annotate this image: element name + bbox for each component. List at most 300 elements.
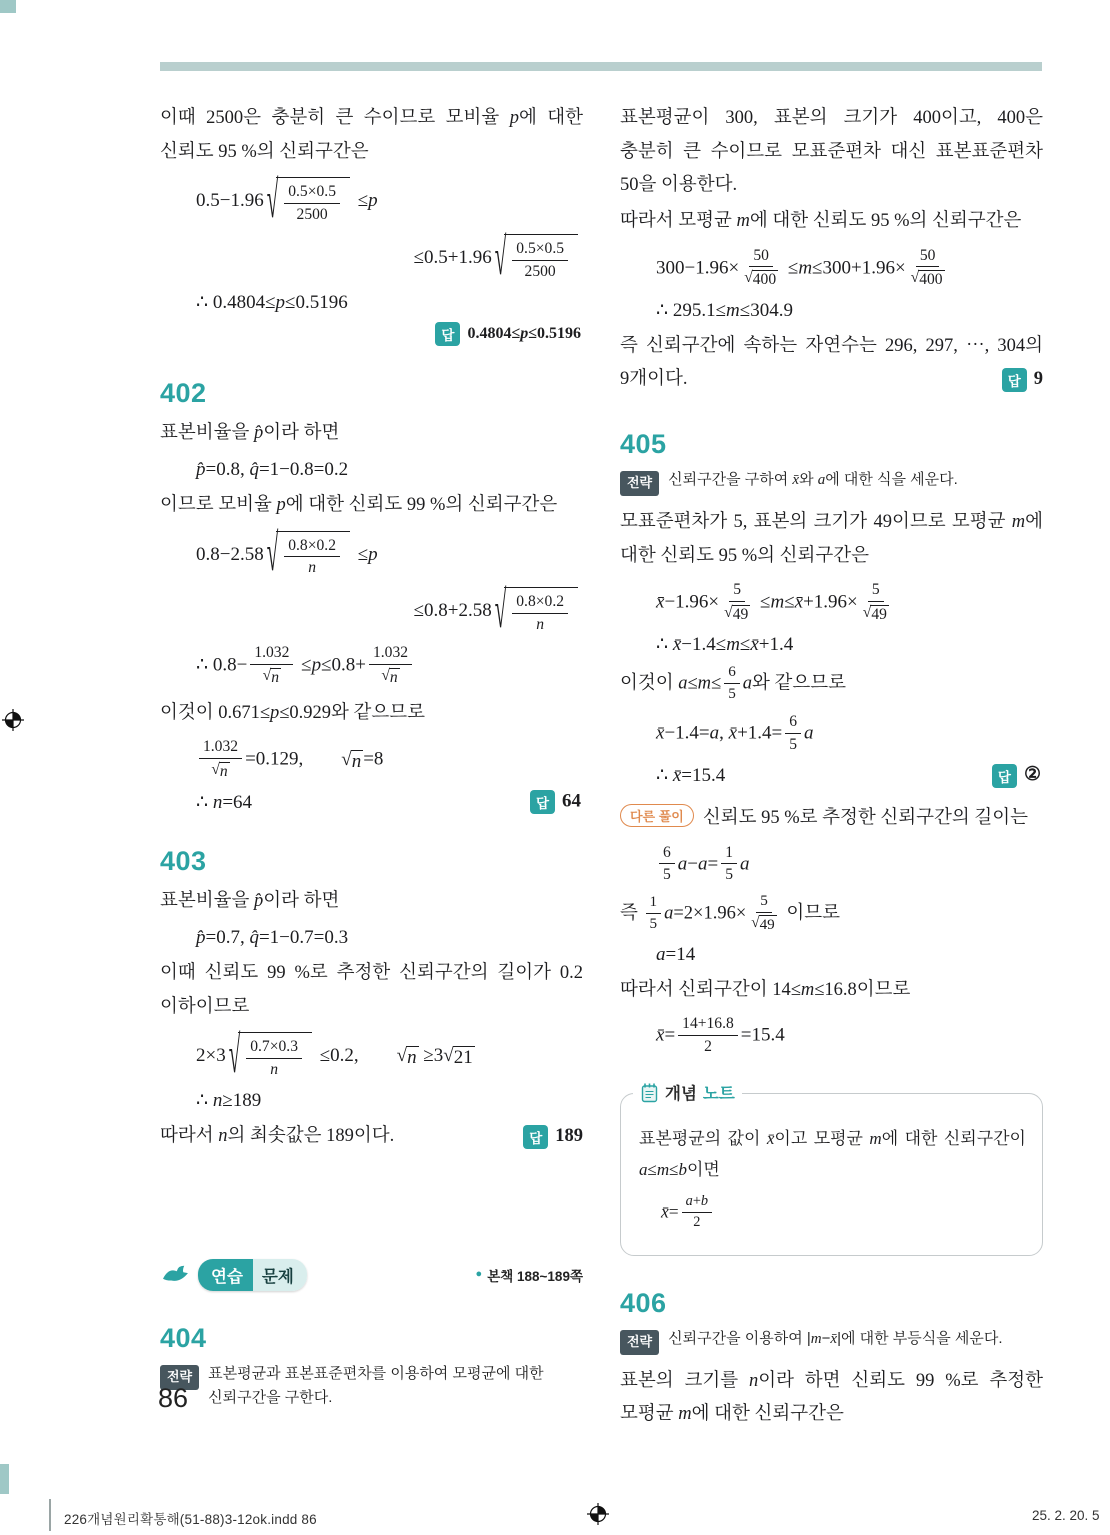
page-number: 86 (158, 1383, 189, 1413)
sqrt-big (266, 169, 350, 230)
denominator (261, 665, 283, 688)
numerator: 1.032 (250, 643, 293, 664)
denominator (861, 602, 891, 625)
math-text: ≤p (352, 543, 378, 565)
math-text: ≤p (352, 190, 378, 212)
right-column (620, 100, 1043, 1434)
fraction (646, 893, 662, 934)
fraction (682, 1193, 712, 1232)
problem-number: 404 (160, 1322, 207, 1353)
math-variable: n (407, 1047, 417, 1069)
numerator: 0.5×0.5 (284, 182, 340, 203)
strategy-text (208, 1362, 583, 1410)
math-text: ≤m≤300+1.96× (783, 257, 906, 279)
answer-value (1024, 764, 1041, 785)
formula-line (160, 790, 583, 814)
answer-badge: 답 (523, 1125, 548, 1149)
fraction (284, 536, 340, 578)
math-text: ≤m≤x̄+1.96× (755, 591, 858, 613)
math-text: 64 (562, 790, 581, 812)
math-variable: x̄ (766, 1129, 775, 1149)
math-variable: m (869, 1129, 882, 1149)
problem-number: 403 (160, 846, 207, 877)
denominator (209, 759, 231, 782)
answer (523, 1120, 583, 1154)
math-variable: m (770, 591, 785, 613)
paragraph (639, 1124, 1026, 1186)
math-variable: x̄ (656, 591, 665, 613)
math-text: 0.4804≤p≤0.5196 (467, 324, 581, 342)
math-text: 이것이 a≤m≤ (620, 674, 722, 695)
print-mark-top-left (0, 0, 16, 13)
math-variable: m (726, 634, 740, 656)
math-variable: q̂ (249, 458, 259, 480)
fraction (659, 843, 675, 885)
fraction (861, 580, 891, 624)
denominator (268, 1059, 280, 1079)
radical-sign: √ (262, 666, 272, 684)
math-variable: m (678, 1404, 692, 1425)
formula-line (160, 1024, 583, 1085)
math-variable: p̂ (253, 891, 264, 912)
paragraph (160, 489, 583, 523)
radical-sign: √ (266, 169, 279, 230)
radical-sign: √ (494, 580, 507, 641)
formula-line (620, 633, 1043, 656)
math-text: =8 (363, 748, 384, 770)
radicand (406, 1046, 419, 1070)
radicand (238, 1032, 312, 1081)
math-variable: a (656, 943, 666, 965)
math-variable: m (1011, 511, 1026, 532)
math-variable: p (509, 108, 519, 128)
math-variable: n (270, 1060, 279, 1078)
fraction (512, 239, 568, 281)
paragraph (160, 1120, 583, 1154)
math-text: ∴ 0.8− (196, 654, 248, 676)
math-text: x̄−1.4=a, x̄+1.4= (656, 722, 783, 744)
numerator: 1.032 (199, 737, 242, 758)
math-text: x̄= (656, 1024, 676, 1046)
numerator: 5 (756, 892, 772, 913)
formula-line (620, 844, 1043, 886)
math-variable: m (726, 299, 740, 321)
answer-badge: 답 (1002, 368, 1027, 392)
paragraph (620, 506, 1043, 573)
practice-header (160, 1259, 583, 1291)
sqrt-big (266, 523, 350, 584)
fraction (749, 892, 778, 934)
math-variable: m (798, 257, 813, 279)
math-variable: n (351, 750, 362, 772)
math-text: ∴ x̄−1.4≤m≤x̄+1.4 (656, 634, 794, 656)
denominator (379, 665, 401, 688)
math-variable: p̂ (196, 927, 206, 948)
math-text: 즉 신뢰구간에 속하는 자연수는 296, 297, ⋯, 304의 9개이다. (620, 335, 1043, 390)
math-text: 300−1.96× (656, 257, 740, 279)
math-variable: a (804, 722, 814, 744)
denominator: 2 (704, 1037, 712, 1055)
ref-text: 본책 188~189쪽 (487, 1268, 583, 1284)
math-variable: n (536, 615, 545, 633)
paragraph (160, 102, 583, 169)
answer (530, 790, 581, 814)
radicand: 400 (752, 271, 777, 289)
math-variable: n (389, 668, 398, 686)
paragraph (620, 974, 1043, 1008)
math-text: 따라서 신뢰구간이 14≤m≤16.8이므로 (620, 979, 911, 1000)
math-text: a=14 (656, 943, 696, 965)
strategy-badge: 전략 (620, 1330, 659, 1355)
math-text: 189 (555, 1126, 583, 1147)
paragraph (160, 697, 583, 731)
radical-sign: √ (751, 914, 760, 932)
math-variable: p (270, 702, 280, 723)
radicand: 49 (732, 605, 749, 623)
sqrt-inline (863, 605, 889, 625)
math-text: ≥3 (418, 1045, 444, 1067)
math-text (740, 853, 750, 874)
math-variable: n (212, 791, 223, 813)
math-text: 이것이 0.671≤p≤0.929와 같으므로 (160, 702, 426, 723)
paragraph (160, 417, 583, 451)
numerator: a+b (682, 1193, 712, 1213)
math-variable: n (748, 1370, 759, 1391)
math-variable: n (212, 1090, 223, 1112)
math-variable: x̄ (661, 1201, 669, 1222)
math-variable: x̄ (672, 634, 682, 656)
denominator (306, 557, 318, 577)
radicand: 49 (759, 916, 775, 934)
radicand: 400 (919, 271, 943, 289)
math-text: ∴ n≥189 (196, 1090, 262, 1112)
fraction (742, 246, 780, 290)
answer-badge: 답 (435, 322, 460, 346)
radical-sign: √ (228, 1024, 241, 1085)
radicand (389, 668, 400, 688)
math-variable: m (800, 979, 815, 1000)
math-variable: x̄ (672, 765, 682, 787)
math-variable: a (664, 903, 674, 924)
fraction (721, 843, 737, 885)
math-text: ∴ 295.1≤m≤304.9 (656, 299, 793, 321)
concept-note-title (633, 1080, 742, 1104)
math-variable: p (520, 324, 529, 342)
math-text: ∴ x̄=15.4 (656, 765, 726, 787)
math-text: 따라서 n의 최솟값은 189이다. (160, 1126, 395, 1147)
footer-filename: 226개념원리확통해(51-88)3-12ok.indd 86 (64, 1512, 317, 1527)
numerator: 1 (646, 893, 662, 914)
problem-number: 406 (620, 1287, 667, 1318)
math-text: x̄−1.96× (656, 591, 720, 613)
radicand (219, 762, 230, 782)
math-text: 따라서 모평균 m에 대한 신뢰도 95 %의 신뢰구간은 (620, 210, 1022, 231)
sqrt-inline (211, 762, 229, 782)
numerator: 14+16.8 (678, 1014, 738, 1035)
math-variable: x̄ (656, 1024, 665, 1046)
math-variable: q̂ (249, 927, 259, 948)
print-tick (49, 1499, 51, 1531)
paragraph (620, 102, 1043, 203)
practice-label-primary: 연습 (198, 1259, 253, 1291)
radicand (276, 177, 350, 226)
formula-line (160, 644, 583, 688)
math-text (804, 723, 814, 744)
math-text: x̄= (661, 1201, 679, 1222)
math-text: 즉 (620, 903, 643, 924)
numerator: 1 (721, 843, 737, 864)
sqrt-inline (751, 915, 776, 934)
fraction (250, 643, 293, 687)
fraction (678, 1014, 738, 1056)
formula-line (620, 763, 1043, 788)
math-text: 0.5−1.96 (196, 190, 264, 212)
math-variable: x̄ (750, 634, 759, 656)
radicand (276, 531, 350, 580)
numerator: 5 (729, 580, 745, 601)
denominator: 2 (693, 1213, 701, 1230)
radical-sign: √ (862, 603, 872, 621)
numerator: 0.8×0.2 (512, 592, 568, 613)
math-text: 표본평균이 300, 표본의 크기가 400이고, 400은 충분히 큰 수이므로 모표준편차 대신 표본표준편차 50을 이용한다. (620, 108, 1043, 196)
note-body (639, 1124, 1026, 1233)
denominator (722, 602, 752, 625)
answer-value (467, 325, 581, 342)
practice-label-secondary: 문제 (253, 1259, 307, 1291)
math-text: 이때 2500은 충분히 큰 수이므로 모비율 p에 대한 신뢰도 95 %의 신뢰구간은 (160, 108, 583, 162)
math-text: p̂=0.8, q̂=1−0.8=0.2 (196, 458, 349, 480)
radical-sign: √ (494, 226, 507, 287)
math-variable: n (308, 558, 317, 576)
formula-line (160, 459, 583, 481)
formula-line (160, 291, 583, 314)
math-text: 모표준편차가 5, 표본의 크기가 49이므로 모평균 m에 대한 신뢰도 95 %의 신뢰구간은 (620, 511, 1043, 566)
math-variable: x̄ (656, 722, 665, 744)
answer (992, 763, 1041, 788)
sqrt-big (228, 1024, 312, 1085)
paragraph (620, 664, 1043, 705)
denominator: 2500 (524, 262, 556, 280)
answer-value (555, 1126, 583, 1146)
formula-line (620, 944, 1043, 966)
concept-note-box (620, 1085, 1043, 1256)
math-text: 표본비율을 p̂이라 하면 (160, 891, 340, 912)
math-variable: p̂ (196, 458, 206, 480)
math-variable: a (685, 1193, 693, 1210)
answer-badge: 답 (530, 790, 555, 814)
math-variable: p (311, 654, 322, 676)
math-text: 표본비율을 p̂이라 하면 (160, 423, 340, 444)
radicand (504, 587, 578, 636)
fraction (512, 592, 568, 634)
formula-line (620, 713, 1043, 755)
strategy-row (620, 1327, 1043, 1355)
paragraph (620, 1365, 1043, 1432)
sqrt-big (494, 226, 578, 287)
radicand: 49 (871, 605, 887, 623)
paragraph (620, 205, 1043, 239)
math-variable: a (817, 472, 826, 489)
sqrt-inline (397, 1046, 419, 1070)
two-column-layout (160, 100, 1044, 1434)
math-text: 표본평균의 값이 x̄이고 모평균 m에 대한 신뢰구간이 a≤m≤b이면 (639, 1129, 1026, 1180)
formula-line (620, 247, 1043, 291)
paragraph (160, 885, 583, 919)
note-icon (640, 1082, 659, 1103)
numerator: 6 (785, 712, 801, 733)
math-text: a와 같으므로 (742, 674, 846, 695)
math-variable: a (709, 722, 720, 744)
alt-solution-badge: 다른 풀이 (620, 804, 694, 827)
math-variable: x̄ (728, 722, 738, 744)
math-variable: n (218, 1126, 228, 1147)
math-text: 표본의 크기를 n이라 하면 신뢰도 99 %로 추정한 모평균 m에 대한 신뢰구간은 (620, 1370, 1043, 1425)
math-text: 표본평균과 표본표준편차를 이용하여 모평균에 대한 신뢰구간을 구한다. (208, 1364, 544, 1406)
note-title-text: 개념 (665, 1085, 697, 1104)
sqrt-inline (341, 750, 363, 774)
answer-badge: 답 (992, 764, 1017, 788)
math-variable: a (698, 852, 708, 874)
math-text: =15.4 (740, 1024, 785, 1046)
math-variable: p (275, 292, 286, 314)
math-text: a−a= (677, 852, 719, 874)
numerator: 0.8×0.2 (284, 536, 340, 557)
strategy-row (620, 468, 1043, 496)
radical-sign: √ (910, 269, 920, 287)
formula (196, 791, 252, 814)
formula-line (639, 1194, 1026, 1233)
numerator: 6 (659, 843, 675, 864)
sqrt-big (494, 580, 578, 641)
math-variable: m (656, 1160, 670, 1180)
math-text: 신뢰도 95 %로 추정한 신뢰구간의 길이는 (702, 807, 1028, 828)
formula-line (160, 580, 583, 641)
formula-line (160, 226, 583, 287)
math-variable: p (368, 543, 378, 565)
practice-pill (198, 1259, 307, 1291)
math-text: 9 (1033, 369, 1043, 390)
footer-date: 25. 2. 20. 5 (1032, 1508, 1100, 1523)
radical-sign: √ (724, 603, 733, 621)
math-text: 2×3 (196, 1045, 226, 1067)
formula-line (160, 1089, 583, 1112)
formula-line (620, 581, 1043, 625)
numerator: 5 (868, 580, 884, 601)
answer-value (562, 791, 581, 812)
formula-line (160, 738, 583, 782)
radical-sign: √ (443, 1045, 454, 1067)
answer-line (160, 322, 581, 346)
math-text: 이때 신뢰도 99 %로 추정한 신뢰구간의 길이가 0.2 이하이므로 (160, 963, 583, 1017)
alt-solution-row (620, 802, 1043, 836)
math-text: ≤0.2, (314, 1045, 397, 1067)
formula-line (160, 169, 583, 230)
strategy-text (668, 468, 958, 496)
radical-sign: √ (744, 269, 753, 287)
denominator: 5 (649, 915, 658, 933)
book-page-ref (476, 1265, 583, 1285)
math-variable: a (639, 1160, 648, 1180)
math-variable: x̄ (794, 591, 804, 613)
denominator (534, 614, 546, 634)
formula (656, 764, 725, 787)
math-variable: m (810, 1330, 822, 1347)
bird-icon (160, 1263, 190, 1287)
paragraph (620, 893, 1043, 935)
strategy-badge: 전략 (620, 471, 659, 496)
math-variable: b (678, 1160, 687, 1180)
math-text: =0.129, (245, 748, 342, 770)
math-variable: x̄ (830, 1330, 838, 1347)
math-variable: n (271, 668, 280, 686)
fraction (246, 1037, 302, 1079)
note-title-text: 노트 (702, 1085, 735, 1104)
top-rule (160, 62, 1042, 71)
math-text: ≤0.5+1.96 (413, 247, 492, 269)
paragraph (620, 330, 1043, 397)
radical-sign: √ (341, 748, 352, 770)
denominator: 5 (789, 735, 798, 753)
answer (435, 325, 581, 342)
radical-sign: √ (266, 523, 279, 584)
math-variable: m (697, 674, 712, 695)
math-text: p̂=0.7, q̂=1−0.7=0.3 (196, 927, 349, 948)
math-text: 신뢰구간을 이용하여 |m−x̄|에 대한 부등식을 세운다. (668, 1329, 1003, 1347)
math-text: ≤p≤0.8+ (296, 654, 366, 676)
denominator (742, 267, 780, 290)
registration-mark-bottom-icon (586, 1502, 610, 1526)
print-mark-bottom-left (0, 1464, 9, 1494)
math-text: 0.8−2.58 (196, 543, 264, 565)
fraction (284, 182, 340, 224)
denominator (749, 913, 778, 934)
fraction (199, 737, 242, 781)
radicand (270, 668, 281, 688)
problem-number: 405 (620, 429, 667, 460)
registration-mark-left-icon (1, 708, 25, 732)
denominator (909, 267, 947, 290)
math-text: ② (1023, 764, 1041, 786)
numerator: 0.7×0.3 (246, 1037, 302, 1058)
problem-number: 402 (160, 378, 207, 409)
fraction (724, 663, 740, 704)
radicand (351, 750, 364, 774)
numerator: 50 (916, 246, 940, 267)
math-text: 이므로 모비율 p에 대한 신뢰도 99 %의 신뢰구간은 (160, 494, 558, 515)
answer-value (1034, 369, 1043, 389)
math-variable: m (736, 210, 750, 231)
sqrt-inline (724, 605, 750, 625)
radicand: 21 (453, 1047, 473, 1069)
formula-line (620, 299, 1043, 322)
math-text: a=2×1.96× (664, 903, 747, 924)
radical-sign: √ (381, 666, 390, 684)
denominator: 2500 (296, 205, 328, 223)
numerator: 6 (724, 663, 740, 684)
formula-line (160, 927, 583, 949)
math-text: 신뢰구간을 구하여 x̄와 a에 대한 식을 세운다. (668, 471, 958, 489)
math-variable: a (678, 674, 688, 695)
numerator: 1.032 (369, 643, 412, 664)
strategy-badge: 전략 (160, 1365, 199, 1390)
math-variable: p (368, 190, 378, 212)
sqrt-inline (381, 668, 399, 688)
formula-line (620, 1015, 1043, 1057)
answer (1002, 363, 1043, 397)
numerator: 0.5×0.5 (512, 239, 568, 260)
math-variable: x̄ (792, 472, 800, 489)
math-text: 이므로 (781, 903, 840, 924)
